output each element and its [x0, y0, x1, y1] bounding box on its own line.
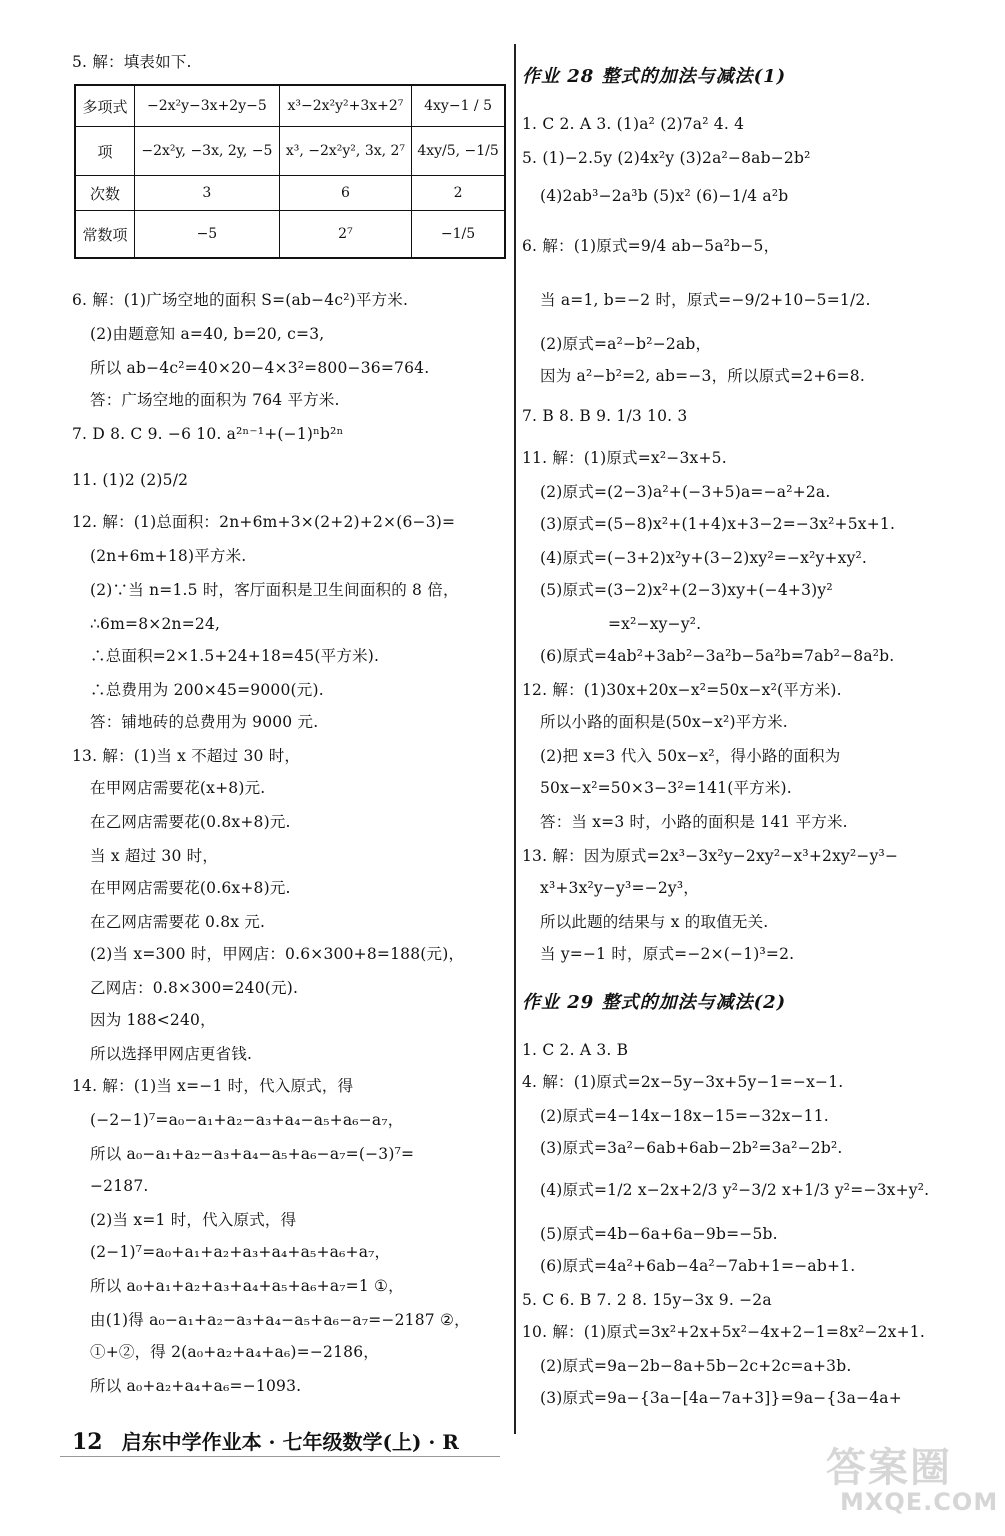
table-header: 项 [75, 127, 135, 176]
answer-line: 在乙网店需要花(0.8x+8)元. [90, 813, 291, 831]
answer-line: (2)把 x=3 代入 50x−x²，得小路的面积为 [540, 747, 841, 765]
answer-line: ①+②，得 2(a₀+a₂+a₄+a₆)=−2186， [90, 1343, 379, 1361]
answer-line: =x²−xy−y². [608, 615, 702, 633]
table-cell: x³−2x²y²+3x+2⁷ [279, 85, 411, 127]
answer-line: (2n+6m+18)平方米. [90, 547, 247, 565]
answer-line: (4)原式=(−3+2)x²y+(3−2)xy²=−x²y+xy². [540, 549, 868, 567]
answer-line: ∴6m=8×2n=24, [90, 615, 221, 633]
answer-line: (2−1)⁷=a₀+a₁+a₂+a₃+a₄+a₅+a₆+a₇， [90, 1243, 391, 1261]
answer-line: (6)原式=4a²+6ab−4a²−7ab+1=−ab+1. [540, 1257, 856, 1275]
page-footer [72, 1426, 459, 1455]
answer-line: 答：铺地砖的总费用为 9000 元. [90, 713, 319, 731]
watermark-domain: MXQE.COM [840, 1488, 999, 1516]
answer-line: 当 a=1, b=−2 时，原式=−9/2+10−5=1/2. [540, 291, 871, 309]
table-cell: 4xy−1 / 5 [412, 85, 505, 127]
table-cell: x³, −2x²y², 3x, 2⁷ [279, 127, 411, 176]
answer-line: 11. 解：(1)原式=x²−3x+5. [522, 449, 727, 467]
table-cell: −1/5 [412, 211, 505, 259]
answer-line: (2)∵当 n=1.5 时，客厅面积是卫生间面积的 8 倍， [90, 581, 459, 599]
answer-line: (5)原式=(3−2)x²+(2−3)xy+(−4+3)y² [540, 581, 833, 599]
answer-line: 在甲网店需要花(x+8)元. [90, 779, 266, 797]
answer-line: 13. 解：(1)当 x 不超过 30 时， [72, 747, 301, 765]
column-divider [514, 44, 516, 1434]
table-row [75, 176, 505, 211]
answer-line: 所以选择甲网店更省钱. [90, 1045, 253, 1063]
book-title: 启东中学作业本 · 七年级数学(上) · R [121, 1430, 459, 1454]
question-5-intro: 5. 解：填表如下. [72, 53, 192, 71]
answer-line: 1. C 2. A 3. B [522, 1041, 629, 1059]
answer-line: (5)原式=4b−6a+6a−9b=−5b. [540, 1225, 778, 1243]
answer-line: 所以 ab−4c²=40×20−4×3²=800−36=764. [90, 359, 430, 377]
polynomial-table [74, 84, 506, 259]
table-row [75, 85, 505, 127]
answer-line: 13. 解：因为原式=2x³−3x²y−2xy²−x³+2xy²−y³− [522, 847, 899, 865]
answer-line: (3)原式=3a²−6ab+6ab−2b²=3a²−2b². [540, 1139, 843, 1157]
answer-line: (2)由题意知 a=40, b=20, c=3, [90, 325, 325, 343]
answer-line: 12. 解：(1)30x+20x−x²=50x−x²(平方米). [522, 681, 842, 699]
answer-line: (2)原式=9a−2b−8a+5b−2c+2c=a+3b. [540, 1357, 852, 1375]
answer-line: 6. 解：(1)原式=9/4 ab−5a²b−5， [522, 237, 780, 255]
answer-line: (2)原式=(2−3)a²+(−3+5)a=−a²+2a. [540, 483, 831, 501]
answer-line: 因为 a²−b²=2, ab=−3，所以原式=2+6=8. [540, 367, 865, 385]
table-header: 多项式 [75, 85, 135, 127]
answer-line: 7. D 8. C 9. −6 10. a²ⁿ⁻¹+(−1)ⁿb²ⁿ [72, 425, 344, 443]
table-cell: 2 [412, 176, 505, 211]
answer-line: 所以 a₀−a₁+a₂−a₃+a₄−a₅+a₆−a₇=(−3)⁷= [90, 1145, 415, 1163]
table-cell: −2x²y, −3x, 2y, −5 [135, 127, 280, 176]
answer-line: 4. 解：(1)原式=2x−5y−3x+5y−1=−x−1. [522, 1073, 844, 1091]
answer-line: 所以 a₀+a₂+a₄+a₆=−1093. [90, 1377, 302, 1395]
footer-divider [60, 1456, 500, 1457]
answer-line: 答：广场空地的面积为 764 平方米. [90, 391, 340, 409]
answer-line: 6. 解：(1)广场空地的面积 S=(ab−4c²)平方米. [72, 291, 409, 309]
answer-line: 5. (1)−2.5y (2)4x²y (3)2a²−8ab−2b² [522, 149, 811, 167]
answer-line: 14. 解：(1)当 x=−1 时，代入原式，得 [72, 1077, 354, 1095]
section-heading-29: 作业 29 整式的加法与减法(2) [522, 992, 787, 1013]
answer-line: 5. C 6. B 7. 2 8. 15y−3x 9. −2a [522, 1291, 772, 1309]
answer-line: (2)当 x=300 时，甲网店：0.6×300+8=188(元)， [90, 945, 465, 963]
table-header: 常数项 [75, 211, 135, 259]
answer-line: (4)原式=1/2 x−2x+2/3 y²−3/2 x+1/3 y²=−3x+y². [540, 1181, 930, 1199]
watermark-text: 答案圈 [826, 1445, 952, 1491]
answer-line: 当 y=−1 时，原式=−2×(−1)³=2. [540, 945, 795, 963]
answer-line: 答：当 x=3 时，小路的面积是 141 平方米. [540, 813, 848, 831]
answer-line: (2)原式=a²−b²−2ab， [540, 335, 712, 353]
answer-line: ∴总费用为 200×45=9000(元). [90, 681, 324, 699]
answer-line: 7. B 8. B 9. 1/3 10. 3 [522, 407, 688, 425]
table-cell: 6 [279, 176, 411, 211]
answer-line: 10. 解：(1)原式=3x²+2x+5x²−4x+2−1=8x²−2x+1. [522, 1323, 925, 1341]
answer-line: (2)原式=4−14x−18x−15=−32x−11. [540, 1107, 829, 1125]
answer-line: 50x−x²=50×3−3²=141(平方米). [540, 779, 792, 797]
table-header: 次数 [75, 176, 135, 211]
answer-line: (6)原式=4ab²+3ab²−3a²b−5a²b=7ab²−8a²b. [540, 647, 895, 665]
table-row [75, 211, 505, 259]
answer-line: 1. C 2. A 3. (1)a² (2)7a² 4. 4 [522, 115, 745, 133]
answer-line: 11. (1)2 (2)5/2 [72, 471, 189, 489]
answer-line: 所以小路的面积是(50x−x²)平方米. [540, 713, 788, 731]
answer-line: 所以此题的结果与 x 的取值无关. [540, 913, 769, 931]
answer-line: 所以 a₀+a₁+a₂+a₃+a₄+a₅+a₆+a₇=1 ①， [90, 1277, 404, 1295]
answer-line: 当 x 超过 30 时， [90, 847, 219, 865]
table-cell: 2⁷ [279, 211, 411, 259]
table-cell: −5 [135, 211, 280, 259]
answer-line: 在乙网店需要花 0.8x 元. [90, 913, 266, 931]
answer-line: 因为 188<240， [90, 1011, 216, 1029]
answer-line: (3)原式=9a−{3a−[4a−7a+3]}=9a−{3a−4a+ [540, 1389, 902, 1407]
answer-line: 乙网店：0.8×300=240(元). [90, 979, 299, 997]
table-cell: −2x²y−3x+2y−5 [135, 85, 280, 127]
answer-line: (4)2ab³−2a³b (5)x² (6)−1/4 a²b [540, 187, 789, 205]
answer-line: (2)当 x=1 时，代入原式，得 [90, 1211, 297, 1229]
table-cell: 4xy/5, −1/5 [412, 127, 505, 176]
answer-line: 在甲网店需要花(0.6x+8)元. [90, 879, 291, 897]
section-heading-28: 作业 28 整式的加法与减法(1) [522, 66, 787, 87]
table-cell: 3 [135, 176, 280, 211]
answer-line: x³+3x²y−y³=−2y³， [540, 879, 699, 897]
answer-line: 由(1)得 a₀−a₁+a₂−a₃+a₄−a₅+a₆−a₇=−2187 ②， [90, 1311, 470, 1329]
page-number: 12 [72, 1429, 103, 1455]
watermark-logo [826, 1436, 999, 1526]
answer-line: 12. 解：(1)总面积：2n+6m+3×(2+2)+2×(6−3)= [72, 513, 456, 531]
answer-line: ∴总面积=2×1.5+24+18=45(平方米). [90, 647, 380, 665]
answer-line: (−2−1)⁷=a₀−a₁+a₂−a₃+a₄−a₅+a₆−a₇， [90, 1111, 404, 1129]
answer-line: (3)原式=(5−8)x²+(1+4)x+3−2=−3x²+5x+1. [540, 515, 896, 533]
table-row [75, 127, 505, 176]
answer-line: −2187. [90, 1177, 149, 1195]
